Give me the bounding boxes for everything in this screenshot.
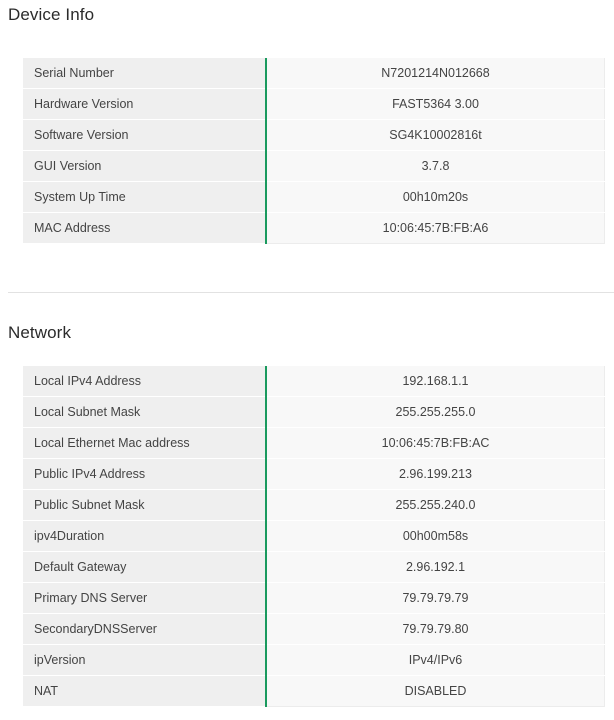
ip-version-value: IPv4/IPv6 xyxy=(266,645,605,676)
public-ipv4-address-value: 2.96.199.213 xyxy=(266,459,605,490)
primary-dns-label: Primary DNS Server xyxy=(23,583,266,614)
mac-address-label: MAC Address xyxy=(23,213,266,244)
hardware-version-label: Hardware Version xyxy=(23,89,266,120)
local-ethernet-mac-value: 10:06:45:7B:FB:AC xyxy=(266,428,605,459)
table-row xyxy=(23,614,605,645)
serial-number-value: N7201214N012668 xyxy=(266,58,605,89)
device-info-title: Device Info xyxy=(8,5,95,24)
nat-label: NAT xyxy=(23,676,266,707)
primary-dns-value: 79.79.79.79 xyxy=(266,583,605,614)
public-subnet-mask-value: 255.255.240.0 xyxy=(266,490,605,521)
nat-value: DISABLED xyxy=(266,676,605,707)
table-row xyxy=(23,120,605,151)
table-row xyxy=(23,182,605,213)
table-row xyxy=(23,366,605,397)
local-ipv4-address-value: 192.168.1.1 xyxy=(266,366,605,397)
table-row xyxy=(23,552,605,583)
mac-address-value: 10:06:45:7B:FB:A6 xyxy=(266,213,605,244)
local-ethernet-mac-label: Local Ethernet Mac address xyxy=(23,428,266,459)
table-row xyxy=(23,676,605,707)
local-ipv4-address-label: Local IPv4 Address xyxy=(23,366,266,397)
gui-version-value: 3.7.8 xyxy=(266,151,605,182)
table-row xyxy=(23,213,605,244)
table-row xyxy=(23,89,605,120)
serial-number-label: Serial Number xyxy=(23,58,266,89)
table-row xyxy=(23,397,605,428)
default-gateway-value: 2.96.192.1 xyxy=(266,552,605,583)
ip-version-label: ipVersion xyxy=(23,645,266,676)
public-subnet-mask-label: Public Subnet Mask xyxy=(23,490,266,521)
ipv4-duration-label: ipv4Duration xyxy=(23,521,266,552)
section-divider xyxy=(8,292,614,293)
device-info-table xyxy=(23,58,605,244)
gui-version-label: GUI Version xyxy=(23,151,266,182)
local-subnet-mask-label: Local Subnet Mask xyxy=(23,397,266,428)
public-ipv4-address-label: Public IPv4 Address xyxy=(23,459,266,490)
table-row xyxy=(23,58,605,89)
table-row xyxy=(23,645,605,676)
table-row xyxy=(23,459,605,490)
table-row xyxy=(23,521,605,552)
ipv4-duration-value: 00h00m58s xyxy=(266,521,605,552)
software-version-label: Software Version xyxy=(23,120,266,151)
default-gateway-label: Default Gateway xyxy=(23,552,266,583)
table-row xyxy=(23,583,605,614)
table-row xyxy=(23,151,605,182)
network-title: Network xyxy=(8,323,72,342)
network-table xyxy=(23,366,605,707)
hardware-version-value: FAST5364 3.00 xyxy=(266,89,605,120)
system-up-time-label: System Up Time xyxy=(23,182,266,213)
local-subnet-mask-value: 255.255.255.0 xyxy=(266,397,605,428)
system-up-time-value: 00h10m20s xyxy=(266,182,605,213)
secondary-dns-label: SecondaryDNSServer xyxy=(23,614,266,645)
software-version-value: SG4K10002816t xyxy=(266,120,605,151)
table-row xyxy=(23,428,605,459)
secondary-dns-value: 79.79.79.80 xyxy=(266,614,605,645)
table-row xyxy=(23,490,605,521)
